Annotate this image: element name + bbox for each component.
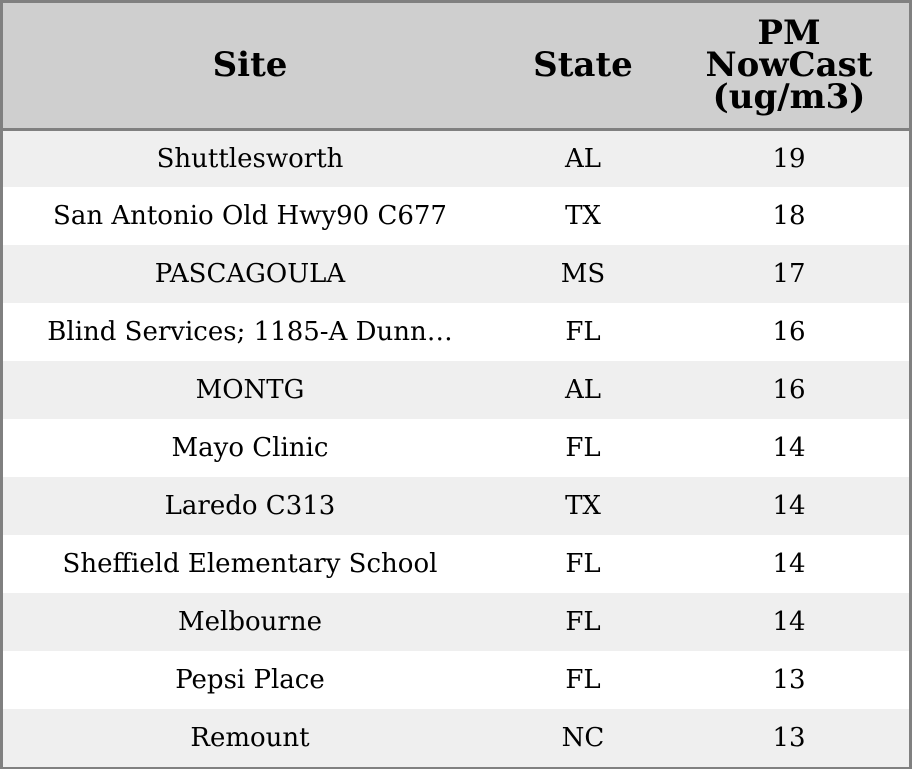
cell-site: PASCAGOULA bbox=[154, 259, 346, 289]
cell-pm-nowcast: 14 bbox=[772, 549, 806, 579]
cell-pm-nowcast: 19 bbox=[772, 143, 806, 174]
header-row bbox=[3, 3, 909, 129]
cell-site: Sheffield Elementary School bbox=[62, 549, 438, 579]
cell-pm-nowcast: 14 bbox=[772, 491, 806, 521]
cell-state: FL bbox=[565, 317, 601, 347]
table-row bbox=[3, 477, 909, 535]
cell-state: AL bbox=[564, 375, 602, 405]
column-header-pm-nowcast: PM NowCast (ug/m3) bbox=[669, 3, 909, 129]
table-row bbox=[3, 361, 909, 419]
table-row bbox=[3, 709, 909, 767]
cell-pm-nowcast: 16 bbox=[772, 375, 806, 405]
cell-pm-nowcast: 17 bbox=[772, 259, 806, 289]
cell-site: Laredo C313 bbox=[164, 491, 336, 521]
table-row bbox=[3, 129, 909, 187]
cell-site: San Antonio Old Hwy90 C677 bbox=[53, 201, 447, 231]
table-row bbox=[3, 187, 909, 245]
table-row bbox=[3, 303, 909, 361]
pm-nowcast-table bbox=[3, 3, 909, 767]
table-row bbox=[3, 535, 909, 593]
cell-site: Mayo Clinic bbox=[171, 433, 329, 463]
table-body bbox=[3, 129, 909, 767]
cell-pm-nowcast: 13 bbox=[772, 723, 806, 753]
cell-state: AL bbox=[564, 143, 602, 174]
cell-pm-nowcast: 16 bbox=[772, 317, 806, 347]
cell-state: FL bbox=[565, 433, 601, 463]
cell-site: Blind Services; 1185-A Dunn… bbox=[47, 317, 453, 347]
cell-state: FL bbox=[565, 549, 601, 579]
table-header bbox=[3, 3, 909, 129]
cell-pm-nowcast: 13 bbox=[772, 665, 806, 695]
cell-state: FL bbox=[565, 607, 601, 637]
column-header-site: Site bbox=[3, 3, 497, 129]
cell-state: TX bbox=[565, 201, 601, 231]
cell-site: Remount bbox=[190, 723, 310, 753]
cell-pm-nowcast: 14 bbox=[772, 607, 806, 637]
cell-state: FL bbox=[565, 665, 601, 695]
cell-pm-nowcast: 18 bbox=[772, 201, 806, 231]
cell-state: TX bbox=[565, 491, 601, 521]
table-row bbox=[3, 593, 909, 651]
cell-site: Melbourne bbox=[178, 607, 322, 637]
cell-site: Pepsi Place bbox=[175, 665, 325, 695]
cell-state: MS bbox=[560, 259, 606, 289]
table-row bbox=[3, 245, 909, 303]
table-row bbox=[3, 651, 909, 709]
cell-site: Shuttlesworth bbox=[156, 143, 344, 174]
table-row bbox=[3, 419, 909, 477]
column-header-state: State bbox=[497, 3, 669, 129]
cell-state: NC bbox=[561, 723, 605, 753]
cell-site: MONTG bbox=[195, 375, 305, 405]
cell-pm-nowcast: 14 bbox=[772, 433, 806, 463]
